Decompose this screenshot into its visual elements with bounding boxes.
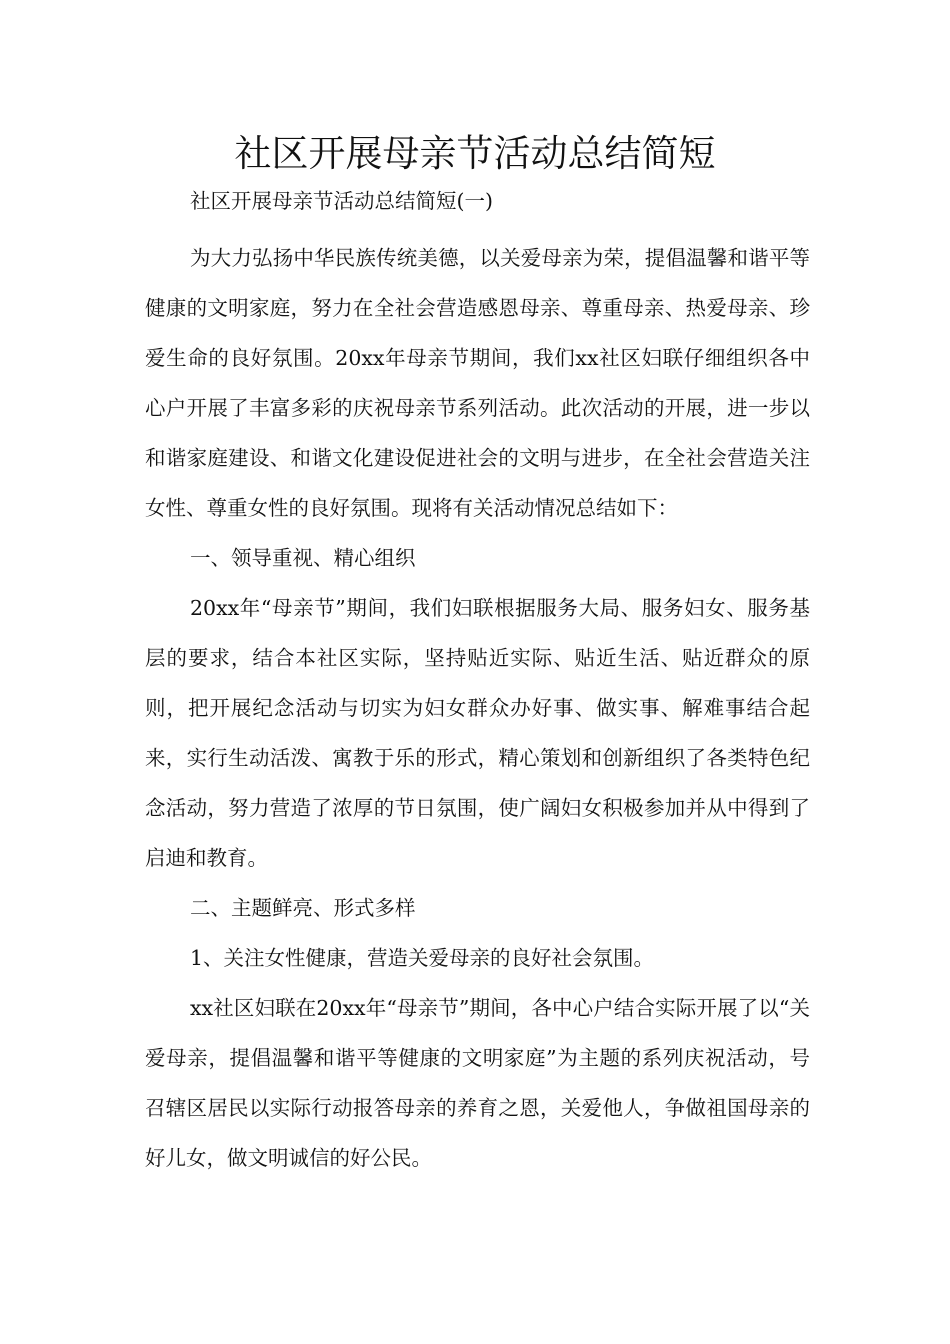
section-heading-1: 一、领导重视、精心组织 [190,546,416,570]
paragraph-subsection-1: xx社区妇联在20xx年“母亲节”期间，各中心户结合实际开展了以“关爱母亲，提倡温馨和谐平等健康的文明家庭”为主题的系列庆祝活动，号召辖区居民以实际行动报答母亲的养育之恩，关爱他人，争做祖国母亲的好儿女，做文明诚信的好公民。 [145,996,810,1170]
document-body [145,183,810,1183]
section-heading-2: 二、主题鲜亮、形式多样 [190,896,416,920]
document-subtitle: 社区开展母亲节活动总结简短(一) [190,189,493,213]
subsection-heading-1: 1、关注女性健康，营造关爱母亲的良好社会氛围。 [190,946,655,970]
paragraph-intro: 为大力弘扬中华民族传统美德，以关爱母亲为荣，提倡温馨和谐平等健康的文明家庭，努力在全社会营造感恩母亲、尊重母亲、热爱母亲、珍爱生命的良好氛围。20xx年母亲节期间，我们xx社区妇联仔细组织各中心户开展了丰富多彩的庆祝母亲节系列活动。此次活动的开展，进一步以和谐家庭建设、和谐文化建设促进社会的文明与进步，在全社会营造关注女性、尊重女性的良好氛围。现将有关活动情况总结如下： [145,246,810,520]
document-title: 社区开展母亲节活动总结简短 [234,132,716,175]
paragraph-section-1: 20xx年“母亲节”期间，我们妇联根据服务大局、服务妇女、服务基层的要求，结合本社区实际，坚持贴近实际、贴近生活、贴近群众的原则，把开展纪念活动与切实为妇女群众办好事、做实事、解难事结合起来，实行生动活泼、寓教于乐的形式，精心策划和创新组织了各类特色纪念活动，努力营造了浓厚的节日氛围，使广阔妇女积极参加并从中得到了启迪和教育。 [145,596,810,870]
